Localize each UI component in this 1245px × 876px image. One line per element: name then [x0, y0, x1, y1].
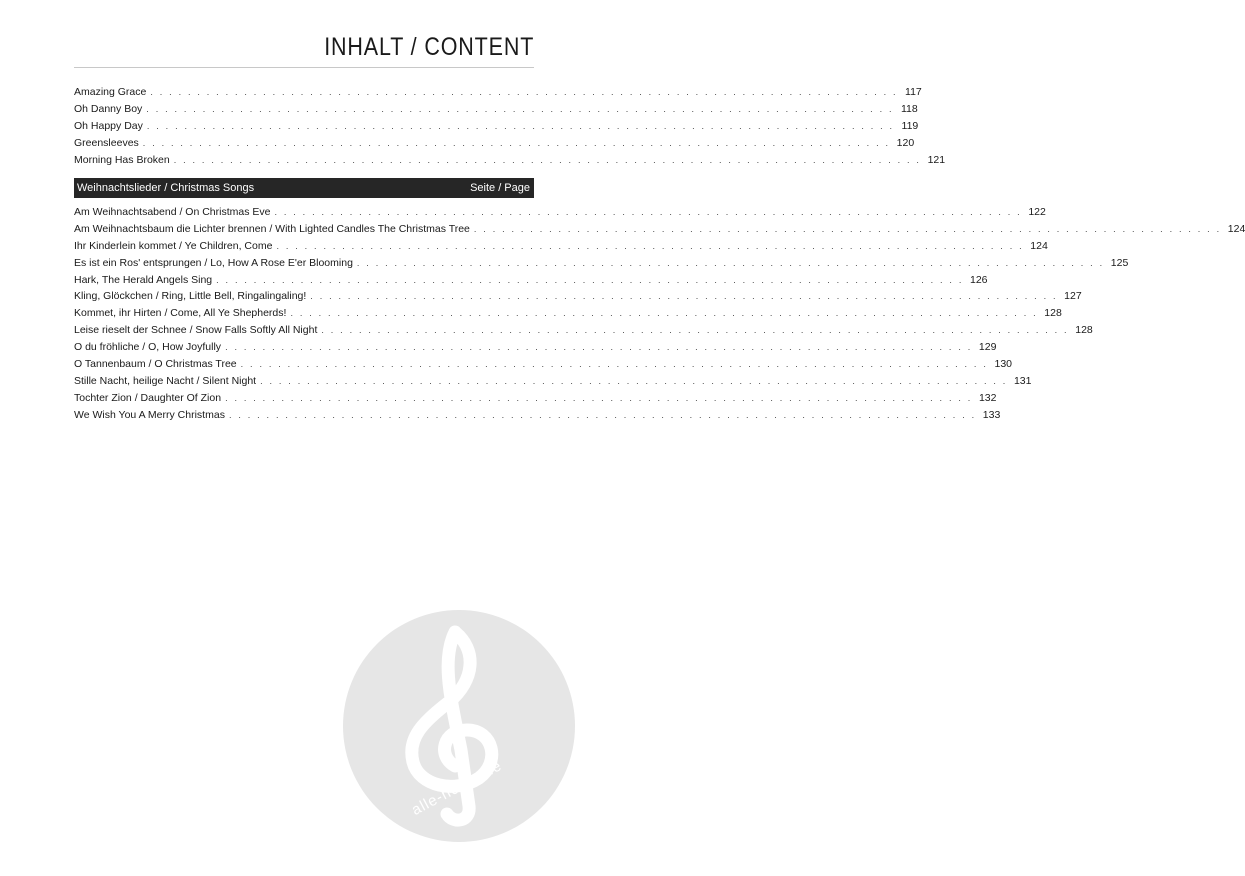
toc-entry	[74, 118, 919, 135]
toc-entry-page: 126	[970, 273, 988, 286]
dot-leader: . . . . . . . . . . . . . . . . . . . . . . . . . . . . . . . . . . . . . . . . . . . . . . . . . . . . . . . . . . . . . . . . . . . . . . . . . . . . . . . .	[274, 207, 1022, 217]
toc-entry-title: Stille Nacht, heilige Nacht / Silent Night	[74, 374, 257, 387]
toc-entry	[74, 322, 1093, 339]
watermark-logo	[343, 610, 575, 842]
title-divider	[74, 67, 534, 68]
section-page-label: Seite / Page	[470, 182, 530, 194]
toc-entry	[74, 373, 1032, 390]
toc-entry-title: O Tannenbaum / O Christmas Tree	[74, 358, 237, 371]
dot-leader: . . . . . . . . . . . . . . . . . . . . . . . . . . . . . . . . . . . . . . . . . . . . . . . . . . . . . . . . . . . . . . . . . . . . . . . . . . . . . . . .	[225, 392, 973, 403]
toc-entry-title: Hark, The Herald Angels Sing	[74, 273, 213, 286]
dot-leader: . . . . . . . . . . . . . . . . . . . . . . . . . . . . . . . . . . . . . . . . . . . . . . . . . . . . . . . . . . . . . . . . . . . . . . . . . . . . . . . .	[276, 240, 1024, 251]
dot-leader: . . . . . . . . . . . . . . . . . . . . . . . . . . . . . . . . . . . . . . . . . . . . . . . . . . . . . . . . . . . . . . . . . . . . . . . . . . . . . . . .	[356, 257, 1105, 268]
dot-leader: . . . . . . . . . . . . . . . . . . . . . . . . . . . . . . . . . . . . . . . . . . . . . . . . . . . . . . . . . . . . . . . . . . . . . . . . . . . . . . . .	[216, 274, 964, 285]
toc-entry-title: O du fröhliche / O, How Joyfully	[74, 341, 222, 354]
toc-entry-page: 132	[978, 391, 997, 404]
toc-entry-title: Am Weihnachtsbaum die Lichter brennen / With Lighted Candles The Christmas Tree	[74, 222, 470, 235]
toc-entry	[74, 152, 946, 169]
toc-entry-page: 124	[1227, 222, 1245, 235]
toc-entry-title: Greensleeves	[74, 137, 139, 149]
dot-leader: . . . . . . . . . . . . . . . . . . . . . . . . . . . . . . . . . . . . . . . . . . . . . . . . . . . . . . . . . . . . . . . . . . . . . . . . . . . . . . . .	[142, 138, 891, 148]
dot-leader: . . . . . . . . . . . . . . . . . . . . . . . . . . . . . . . . . . . . . . . . . . . . . . . . . . . . . . . . . . . . . . . . . . . . . . . . . . . . . . . .	[321, 325, 1069, 336]
dot-leader: . . . . . . . . . . . . . . . . . . . . . . . . . . . . . . . . . . . . . . . . . . . . . . . . . . . . . . . . . . . . . . . . . . . . . . . . . . . . . . . .	[228, 409, 977, 420]
toc-entry-title: Am Weihnachtsabend / On Christmas Eve	[74, 206, 271, 218]
toc-entry-page: 117	[905, 86, 922, 98]
dot-leader: . . . . . . . . . . . . . . . . . . . . . . . . . . . . . . . . . . . . . . . . . . . . . . . . . . . . . . . . . . . . . . . . . . . . . . . . . . . . . . . .	[146, 121, 895, 131]
toc-list-general	[74, 84, 946, 169]
dot-leader: . . . . . . . . . . . . . . . . . . . . . . . . . . . . . . . . . . . . . . . . . . . . . . . . . . . . . . . . . . . . . . . . . . . . . . . . . . . . . . . .	[225, 342, 973, 353]
dot-leader: . . . . . . . . . . . . . . . . . . . . . . . . . . . . . . . . . . . . . . . . . . . . . . . . . . . . . . . . . . . . . . . . . . . . . . . . . . . . . . . .	[473, 223, 1222, 234]
toc-entry-page: 125	[1110, 256, 1129, 269]
toc-entry-title: Leise rieselt der Schnee / Snow Falls Softly All Night	[74, 324, 318, 337]
toc-entry	[74, 101, 918, 118]
toc-entry	[74, 288, 1082, 305]
toc-entry-page: 122	[1028, 206, 1046, 218]
toc-entry-page: 128	[1044, 307, 1062, 320]
dot-leader: . . . . . . . . . . . . . . . . . . . . . . . . . . . . . . . . . . . . . . . . . . . . . . . . . . . . . . . . . . . . . . . . . . . . . . . . . . . . . . . .	[310, 291, 1058, 302]
toc-entry	[74, 272, 988, 289]
dot-leader: . . . . . . . . . . . . . . . . . . . . . . . . . . . . . . . . . . . . . . . . . . . . . . . . . . . . . . . . . . . . . . . . . . . . . . . . . . . . . . . .	[146, 104, 894, 114]
toc-entry-title: Morning Has Broken	[74, 154, 170, 166]
toc-entry-title: Ihr Kinderlein kommet / Ye Children, Come	[74, 239, 273, 252]
dot-leader: . . . . . . . . . . . . . . . . . . . . . . . . . . . . . . . . . . . . . . . . . . . . . . . . . . . . . . . . . . . . . . . . . . . . . . . . . . . . . . . .	[173, 155, 922, 165]
watermark-text: alle-noten.de	[408, 757, 505, 819]
toc-entry-title: Es ist ein Ros' entsprungen / Lo, How A Rose E'er Blooming	[74, 256, 353, 269]
toc-entry-title: Oh Happy Day	[74, 120, 143, 132]
toc-entry-page: 131	[1013, 374, 1032, 387]
toc-entry-page: 129	[978, 341, 997, 354]
page-title: INHALT / CONTENT	[323, 33, 534, 61]
toc-entry	[74, 255, 1129, 272]
toc-entry-page: 128	[1075, 324, 1093, 337]
toc-entry-page: 119	[901, 120, 919, 132]
dot-leader: . . . . . . . . . . . . . . . . . . . . . . . . . . . . . . . . . . . . . . . . . . . . . . . . . . . . . . . . . . . . . . . . . . . . . . . . . . . . . . . .	[260, 375, 1008, 386]
toc-entry	[74, 339, 997, 356]
toc-entry-page: 120	[896, 137, 915, 149]
toc-entry-page: 121	[927, 154, 946, 166]
toc-entry	[74, 221, 1245, 238]
toc-entry-title: Kling, Glöckchen / Ring, Little Bell, Ringalingaling!	[74, 290, 307, 303]
section-header	[74, 178, 534, 198]
toc-entry-title: Amazing Grace	[74, 86, 147, 98]
toc-entry	[74, 204, 1046, 221]
toc-entry	[74, 238, 1048, 255]
toc-entry	[74, 390, 997, 407]
dot-leader: . . . . . . . . . . . . . . . . . . . . . . . . . . . . . . . . . . . . . . . . . . . . . . . . . . . . . . . . . . . . . . . . . . . . . . . . . . . . . . . .	[240, 359, 989, 370]
toc-entry-title: Kommet, ihr Hirten / Come, All Ye Shepherds!	[74, 307, 287, 320]
toc-entry	[74, 356, 1013, 373]
toc-entry-page: 133	[982, 408, 1001, 421]
dot-leader: . . . . . . . . . . . . . . . . . . . . . . . . . . . . . . . . . . . . . . . . . . . . . . . . . . . . . . . . . . . . . . . . . . . . . . . . . . . . . . . .	[290, 308, 1038, 319]
toc-entry-page: 124	[1030, 239, 1048, 252]
toc-entry-page: 130	[994, 358, 1013, 371]
toc-entry	[74, 135, 915, 152]
toc-list-christmas	[74, 204, 1245, 424]
toc-entry	[74, 407, 1001, 424]
toc-entry-title: Oh Danny Boy	[74, 103, 143, 115]
toc-entry	[74, 84, 922, 101]
toc-entry-page: 118	[900, 103, 918, 115]
toc-entry-title: We Wish You A Merry Christmas	[74, 408, 225, 421]
section-title: Weihnachtslieder / Christmas Songs	[77, 182, 255, 194]
toc-entry-title: Tochter Zion / Daughter Of Zion	[74, 391, 222, 404]
toc-entry	[74, 305, 1062, 322]
toc-entry-page: 127	[1064, 290, 1082, 303]
dot-leader: . . . . . . . . . . . . . . . . . . . . . . . . . . . . . . . . . . . . . . . . . . . . . . . . . . . . . . . . . . . . . . . . . . . . . . . . . . . . . . . .	[150, 87, 898, 97]
